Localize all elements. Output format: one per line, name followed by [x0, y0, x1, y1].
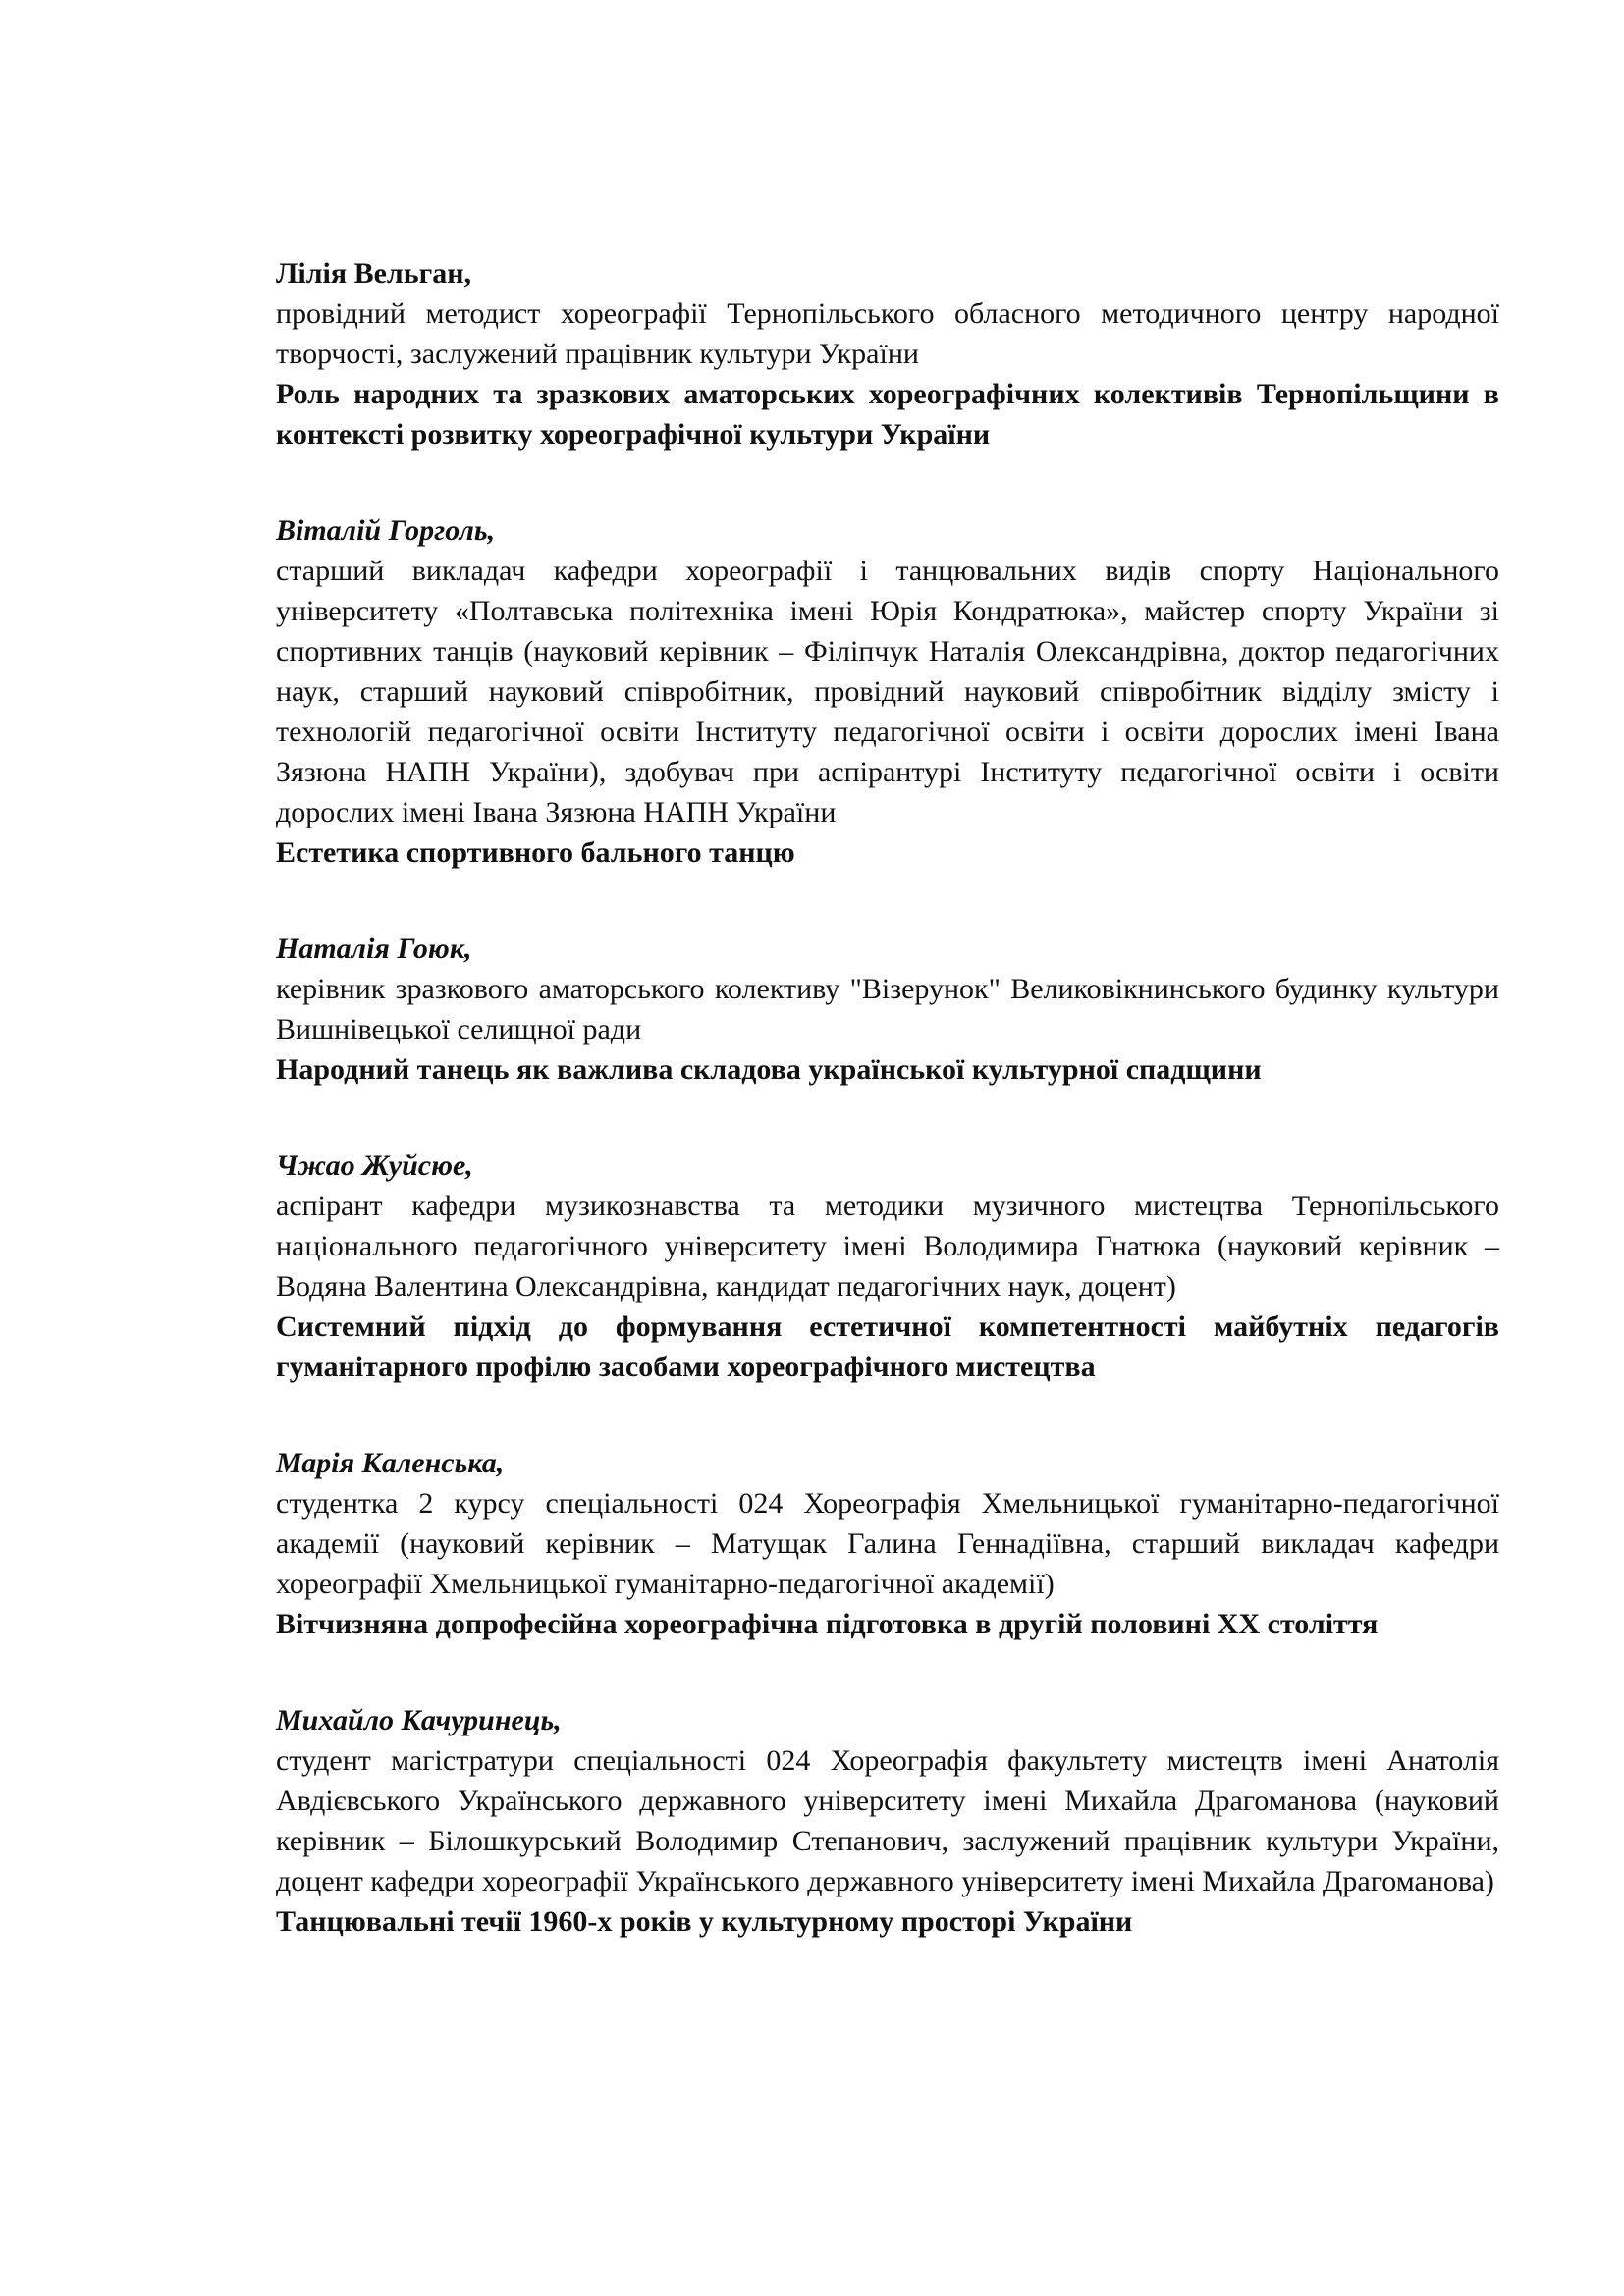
speaker-entry-hoiuk: [276, 929, 1499, 1090]
speaker-name: Михайло Качуринець,: [276, 1704, 562, 1736]
speaker-entry-horhol: [276, 510, 1499, 873]
speaker-entry-zhao: [276, 1146, 1499, 1387]
talk-title: Системний підхід до формування естетичної компетентності майбутніх педагогів гуманітарного профілю засобами хореографічного мистецтва: [276, 1310, 1499, 1383]
talk-title: Роль народних та зразкових аматорських хореографічних колективів Тернопільщини в контексті розвитку хореографічної культури України: [276, 378, 1499, 451]
speaker-name: Віталій Горголь,: [276, 514, 496, 547]
talk-title: Народний танець як важлива складова української культурної спадщини: [276, 1053, 1262, 1086]
speaker-affiliation: керівник зразкового аматорського колективу "Візерунок" Великовікнинського будинку культури Вишнівецької селищної ради: [276, 973, 1499, 1045]
speaker-entry-kalenska: [276, 1443, 1499, 1644]
speaker-name: Лілія Вельган,: [276, 257, 472, 290]
speaker-name: Чжао Жуйсюе,: [276, 1149, 473, 1182]
speaker-name: Марія Каленська,: [276, 1447, 505, 1479]
speaker-entry-kachurynets: [276, 1700, 1499, 1942]
speaker-affiliation: студент магістратури спеціальності 024 Хореографія факультету мистецтв імені Анатолія Авдієвського Українського державного університету імені Михайла Драгоманова (науковий керівник – Білошкурський Володимир Степанович, заслужений працівник культури України, доцент кафедри хореографії Українського державного університету імені Михайла Драгоманова): [276, 1744, 1499, 1897]
speaker-affiliation: провідний методист хореографії Тернопільського обласного методичного центру народної творчості, заслужений працівник культури України: [276, 297, 1499, 370]
speaker-affiliation: аспірант кафедри музикознавства та методики музичного мистецтва Тернопільського національного педагогічного університету імені Володимира Гнатюка (науковий керівник – Водяна Валентина Олександрівна, кандидат педагогічних наук, доцент): [276, 1190, 1499, 1303]
document-page: [276, 253, 1499, 1998]
speaker-affiliation: старший викладач кафедри хореографії і танцювальних видів спорту Національного університету «Полтавська політехніка імені Юрія Кондратюка», майстер спорту України зі спортивних танців (науковий керівник – Філіпчук Наталія Олександрівна, доктор педагогічних наук, старший науковий співробітник, провідний науковий співробітник відділу змісту і технологій педагогічної освіти Інституту педагогічної освіти і освіти дорослих імені Івана Зязюна НАПН України), здобувач при аспірантурі Інституту педагогічної освіти і освіти дорослих імені Івана Зязюна НАПН України: [276, 555, 1499, 828]
talk-title: Вітчизняна допрофесійна хореографічна підготовка в другій половині ХХ століття: [276, 1608, 1379, 1640]
speaker-affiliation: студентка 2 курсу спеціальності 024 Хореографія Хмельницької гуманітарно-педагогічної академії (науковий керівник – Матущак Галина Геннадіївна, старший викладач кафедри хореографії Хмельницької гуманітарно-педагогічної академії): [276, 1487, 1499, 1600]
speaker-name: Наталія Гоюк,: [276, 933, 472, 965]
speaker-entry-velhan: [276, 253, 1499, 454]
talk-title: Естетика спортивного бального танцю: [276, 836, 795, 869]
talk-title: Танцювальні течії 1960-х років у культурному просторі України: [276, 1905, 1133, 1938]
